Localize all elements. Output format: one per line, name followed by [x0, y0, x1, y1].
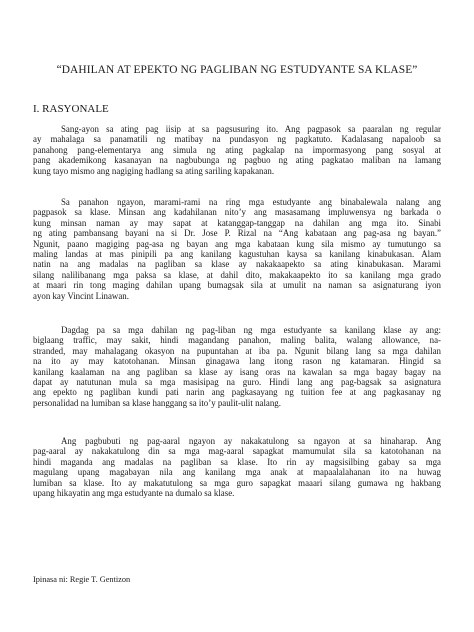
- paragraph-1: [33, 124, 441, 176]
- paragraph-4: [33, 436, 441, 498]
- paragraph-line: Ngunit, paano magiging pag-asa ng bayan ang mga kabataan kung sila mismo ay tumutungo sa: [33, 238, 441, 249]
- paragraph-line: biglaang traffic, may sakit, hindi magandang panahon, maling balita, walang allowance, na-: [33, 335, 441, 346]
- paragraph-line: ayon kay Vincint Linawan.: [33, 290, 129, 301]
- paragraph-line: upang hikayatin ang mga estudyante na dumalo sa klase.: [33, 488, 235, 499]
- paragraph-line: hindi maganda ang madalas na pagliban sa klase. Ito rin ay magsisilbing gabay sa mga: [33, 456, 441, 467]
- paragraph-line: maling landas at mas pinipili pa ang kanilang kagustuhan kaysa sa kanilang kinabukasan. Alam: [33, 249, 441, 260]
- paragraph-line: Sang-ayon sa ating pag iisip at sa pagsusuring ito. Ang pagpasok sa paaralan ng regular: [61, 124, 441, 134]
- paragraph-line: Ang pagbubuti ng pag-aaral ngayon ay nakakatulong sa ngayon at sa hinaharap. Ang: [61, 436, 441, 446]
- paragraph-line: ng ating pambansang bayani na si Dr. Jose P. Rizal na “Ang kabataan ang pag-asa ng bayan.”: [33, 228, 441, 239]
- paragraph-line: ay mahalaga sa panamatili ng matibay na pundasyon ng pagkatuto. Kadalasang napaloob sa: [33, 134, 441, 145]
- submitted-by: Ipinasa ni: Regie T. Gentizon: [33, 575, 131, 584]
- paragraph-line: kung tayo mismo ang nagiging hadlang sa ating sariling kapakanan.: [33, 165, 275, 176]
- paragraph-line: silang nalilibanang mga paksa sa klase, at dahil dito, makakaapekto ito sa kanilang mga grado: [33, 269, 441, 280]
- paragraph-line: magulang upang magabayan nila ang kanilang mga anak at mapaalalahanan ito na huwag: [33, 467, 441, 478]
- paragraph-line: at maari rin tong maging dahilan upang bumagsak sila at umulit na naman sa asignaturang iyon: [33, 280, 441, 291]
- paragraph-line: dapat ay natutunan mula sa mga masisipag na guro. Hindi lang ang pag-bagsak sa asignatura: [33, 377, 441, 388]
- paragraph-line: na ito ay may katotohanan. Minsan ginagawa lang itong rason ng katamaran. Hingid sa: [33, 356, 441, 367]
- paragraph-line: lumiban sa klase. Ito ay makatutulong sa mga guro sapagkat maaari silang gumawa ng hakbang: [33, 477, 441, 488]
- paragraph-line: pang akademikong kasanayan na nagbubunga ng pagbuo ng ating pagkatao maliban na lamang: [33, 155, 441, 166]
- paragraph-2: [33, 197, 441, 301]
- paragraph-line: Sa panahon ngayon, marami-rami na ring mga estudyante ang binabalewala nalang ang: [61, 197, 441, 207]
- paragraph-line: pagpasok sa klase. Minsan ang kadahilanan nito’y ang masasamang impluwensya ng barkada o: [33, 207, 441, 218]
- section-heading: I. RASYONALE: [33, 103, 109, 115]
- paragraph-line: stranded, may mahalagang okasyon na pupuntahan at iba pa. Ngunit bilang lang sa mga dahilan: [33, 345, 441, 356]
- paragraph-line: panahong pang-elementarya ang simula ng ating pagkalap na impormasyong pang sosyal at: [33, 144, 441, 155]
- paragraph-line: kanilang kaalaman na ang pagliban sa klase ay isang oras na kawalan sa mga bagay bagay na: [33, 366, 441, 377]
- paragraph-line: pag-aaral ay nakakatulong din sa mga mag-aaral sapagkat mamumulat sila sa katotohanan na: [33, 446, 441, 457]
- paragraph-line: ang epekto ng pagliban kundi pati narin ang pagkasayang ng tuition fee at ang pagkasanay ng: [33, 387, 441, 398]
- paragraph-line: Dagdag pa sa mga dahilan ng pag-liban ng mga estudyante sa kanilang klase ay ang:: [61, 325, 441, 335]
- paragraph-line: natin na ang madalas na pagliban sa klase ay nakakaapekto sa ating kinabukasan. Marami: [33, 259, 441, 270]
- paragraph-line: kung minsan naman ay may sapat at katanggap-tanggap na dahilan ang mga ito. Sinabi: [33, 217, 441, 228]
- paragraph-3: [33, 325, 441, 408]
- document-title: “DAHILAN AT EPEKTO NG PAGLIBAN NG ESTUDYANTE SA KLASE”: [56, 64, 418, 76]
- paragraph-line: personalidad na lumiban sa klase hanggang sa ito’y paulit-ulit nalang.: [33, 397, 281, 408]
